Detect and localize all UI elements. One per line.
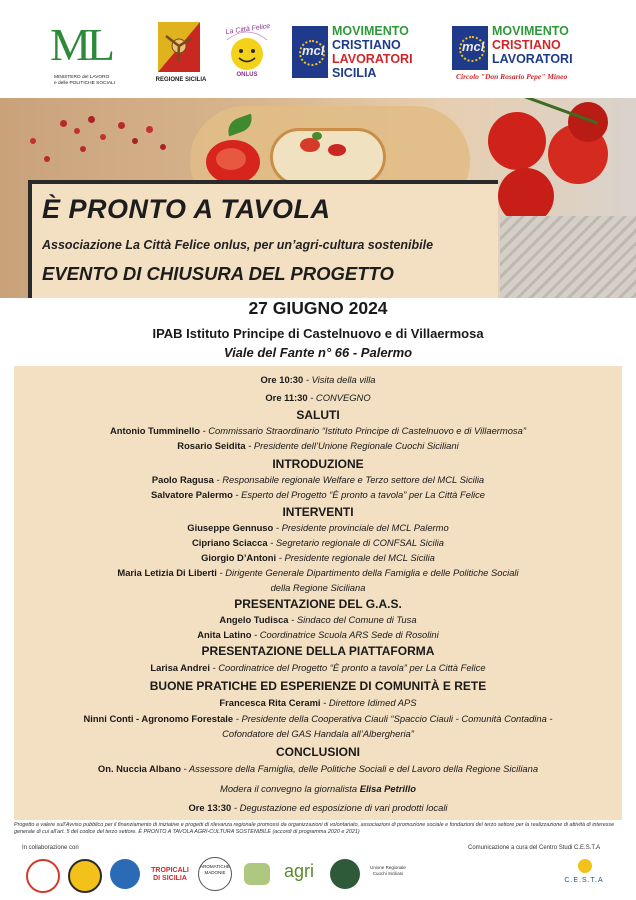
communication-label: Comunicazione a cura del Centro Studi C.E.S.T.A	[468, 845, 601, 851]
ministero-mark: ML	[50, 19, 111, 70]
citta-felice-logo	[218, 22, 276, 82]
section-heading-buone-pratiche: BUONE PRATICHE ED ESPERIENZE DI COMUNITÀ E RETE	[149, 679, 487, 693]
speaker-role: - Commissario Straordinario “Istituto Principe di Castelnuovo e di Villaermosa”	[199, 425, 526, 436]
schedule-text: - CONVEGNO	[307, 392, 371, 403]
speaker-row	[14, 552, 622, 563]
event-heading: EVENTO DI CHIUSURA DEL PROGETTO	[42, 263, 394, 284]
title-box	[28, 180, 498, 298]
ministero-line2: e delle POLITICHE SOCIALI	[54, 81, 116, 86]
speaker-row	[14, 713, 622, 724]
speaker-role: della Regione Siciliana	[270, 582, 366, 593]
cesta-wordmark: C.E.S.T.A	[564, 877, 604, 884]
speaker-role: - Coordinatrice Scuola ARS Sede di Rosolini	[251, 629, 439, 640]
speaker-row	[14, 489, 622, 500]
speaker-row	[14, 763, 622, 774]
event-date: 27 GIUGNO 2024	[248, 298, 388, 318]
speaker-name: Paolo Ragusa	[151, 474, 214, 485]
partner-agri: agri	[284, 861, 315, 881]
partner-logos	[0, 855, 636, 895]
speaker-row	[14, 662, 622, 673]
speaker-row	[14, 614, 622, 625]
partner-urcs: Unione Regionale Cuochi Siciliani	[370, 865, 406, 876]
schedule-row	[14, 374, 622, 385]
schedule-time: Ore 13:30	[188, 802, 232, 813]
partner-logo-6	[244, 863, 270, 885]
section-heading-saluti: SALUTI	[296, 408, 340, 422]
speaker-role: Cofondatore del GAS Handala all’Albergheria”	[222, 728, 414, 739]
event-venue: IPAB Istituto Principe di Castelnuovo e di Villaermosa	[152, 326, 484, 341]
mcl-sicilia-l2: CRISTIANO	[332, 38, 401, 52]
speaker-name: On. Nuccia Albano	[97, 763, 181, 774]
mcl-sicilia-l1: MOVIMENTO	[332, 24, 409, 38]
schedule-text: - Degustazione ed esposizione di vari prodotti locali	[231, 802, 448, 813]
section-heading-introduzione: INTRODUZIONE	[272, 457, 364, 471]
section-heading-gas: PRESENTAZIONE DEL G.A.S.	[234, 597, 402, 611]
speaker-role: - Presidente regionale del MCL Sicilia	[276, 552, 435, 563]
cesta-logo	[554, 859, 614, 893]
mcl-circolo-l3: LAVORATORI	[492, 52, 573, 66]
speaker-role: - Sindaco del Comune di Tusa	[288, 614, 417, 625]
speaker-name: Giuseppe Gennuso	[187, 522, 274, 533]
speaker-row	[14, 567, 622, 578]
speaker-role: - Responsabile regionale Welfare e Terzo settore del MCL Sicilia	[213, 474, 485, 485]
speaker-row	[14, 522, 622, 533]
speaker-row	[14, 440, 622, 451]
speaker-name: Larisa Andrei	[150, 662, 210, 673]
speaker-role: - Presidente della Cooperativa Ciauli “Spaccio Ciauli - Comunità Contadina -	[233, 713, 553, 724]
speaker-name: Giorgio D’Antoni	[201, 552, 277, 563]
speaker-name: Maria Letizia Di Liberti	[117, 567, 217, 578]
mcl-circolo-name: Circolo "Don Rosario Pepe" Mineo	[456, 72, 568, 81]
trinacria-shield-icon	[158, 22, 200, 72]
logo-strip	[0, 0, 636, 98]
regione-sicilia-logo	[150, 22, 208, 90]
mcl-sicilia-l3: LAVORATORI	[332, 52, 413, 66]
moderator-row	[14, 783, 622, 794]
speaker-role-continued	[14, 728, 622, 739]
speaker-role: - Presidente dell’Unione Regionale Cuochi Siciliani	[245, 440, 459, 451]
section-heading-piattaforma: PRESENTAZIONE DELLA PIATTAFORMA	[201, 644, 435, 658]
collab-label: In collaborazione con	[22, 845, 79, 851]
mcl-circolo-logo	[452, 24, 602, 84]
page-title: È PRONTO A TAVOLA	[42, 194, 331, 224]
speaker-name: Cipriano Sciacca	[191, 537, 268, 548]
speaker-name: Rosario Seidita	[177, 440, 246, 451]
citta-felice-sub: ONLUS	[236, 72, 258, 78]
schedule-row	[14, 802, 622, 813]
section-heading-conclusioni: CONCLUSIONI	[276, 745, 360, 759]
speaker-role: - Presidente provinciale del MCL Palermo	[273, 522, 449, 533]
partner-logo-1	[26, 859, 60, 893]
speaker-row	[14, 474, 622, 485]
speaker-role: - Dirigente Generale Dipartimento della Famiglia e delle Politiche Sociali	[216, 567, 519, 578]
speaker-row	[14, 629, 622, 640]
schedule-time: Ore 11:30	[265, 392, 308, 403]
speaker-row	[14, 425, 622, 436]
speaker-name: Angelo Tudisca	[219, 614, 289, 625]
event-address: Viale del Fante n° 66 - Palermo	[223, 345, 413, 360]
speaker-name: Francesca Rita Cerami	[219, 697, 321, 708]
mcl-circolo-l2: CRISTIANO	[492, 38, 561, 52]
citta-felice-arc: La Città Felice	[225, 22, 271, 37]
program-panel	[14, 366, 622, 820]
speaker-row	[14, 697, 622, 708]
speaker-name: Ninni Conti - Agronomo Forestale	[83, 713, 234, 724]
speaker-role: - Assessore della Famiglia, delle Politiche Sociali e del Lavoro della Regione Siciliana	[180, 763, 539, 774]
speaker-row	[14, 537, 622, 548]
schedule-time: Ore 10:30	[260, 374, 304, 385]
schedule-text: - Visita della villa	[303, 374, 376, 385]
mcl-circolo-l1: MOVIMENTO	[492, 24, 569, 38]
partner-tropicali: TROPICALI DI SICILIA	[151, 867, 189, 882]
speaker-name: Salvatore Palermo	[150, 489, 233, 500]
speaker-role: - Direttore Idimed APS	[320, 697, 417, 708]
speaker-role: - Segretario regionale di CONFSAL Sicilia	[267, 537, 445, 548]
mcl-sicilia-l4: SICILIA	[332, 66, 377, 80]
speaker-role: - Coordinatrice del Progetto “È pronto a tavola” per La Città Felice	[209, 662, 486, 673]
schedule-row	[14, 392, 622, 403]
moderator-text: Modera il convegno la giornalista	[220, 783, 360, 794]
page-subtitle: Associazione La Città Felice onlus, per un’agri-cultura sostenibile	[42, 238, 434, 252]
speaker-role-continued	[14, 582, 622, 593]
partner-logo-8	[330, 859, 360, 889]
moderator-name: Elisa Petrillo	[359, 783, 416, 794]
regione-caption: REGIONE SICILIA	[155, 77, 207, 83]
speaker-role: - Esperto del Progetto “È pronto a tavola” per La Città Felice	[232, 489, 486, 500]
ministero-line1: MINISTERO del LAVORO	[54, 75, 110, 80]
partner-aromatiche: AROMATICHE MADONIE	[198, 857, 232, 891]
mcl-emblem-icon: mcl	[292, 26, 328, 78]
fine-print: Progetto a valere sull’Avviso pubblico per il finanziamento di iniziative e progetti di rilevanza regionale promossi da organizzazioni di volontariato, associazioni di promozione sociale e fondazioni del terzo settore per la realizzazione di attività di interesse generale di cui all’art. 5 del codice del terzo settore. È PRONTO A TAVOLA AGRI-CULTURA SOSTENIBILE (accordi di programma 2020 e 2021)	[14, 822, 615, 835]
section-heading-interventi: INTERVENTI	[282, 505, 354, 519]
partner-logo-2	[68, 859, 102, 893]
ministero-logo	[48, 18, 138, 88]
mcl-sicilia-logo	[292, 24, 444, 82]
speaker-name: Anita Latino	[197, 629, 252, 640]
mcl-circolo-emblem-icon: mcl	[452, 26, 488, 70]
speaker-name: Antonio Tumminello	[110, 425, 200, 436]
partner-logo-3	[110, 859, 140, 889]
